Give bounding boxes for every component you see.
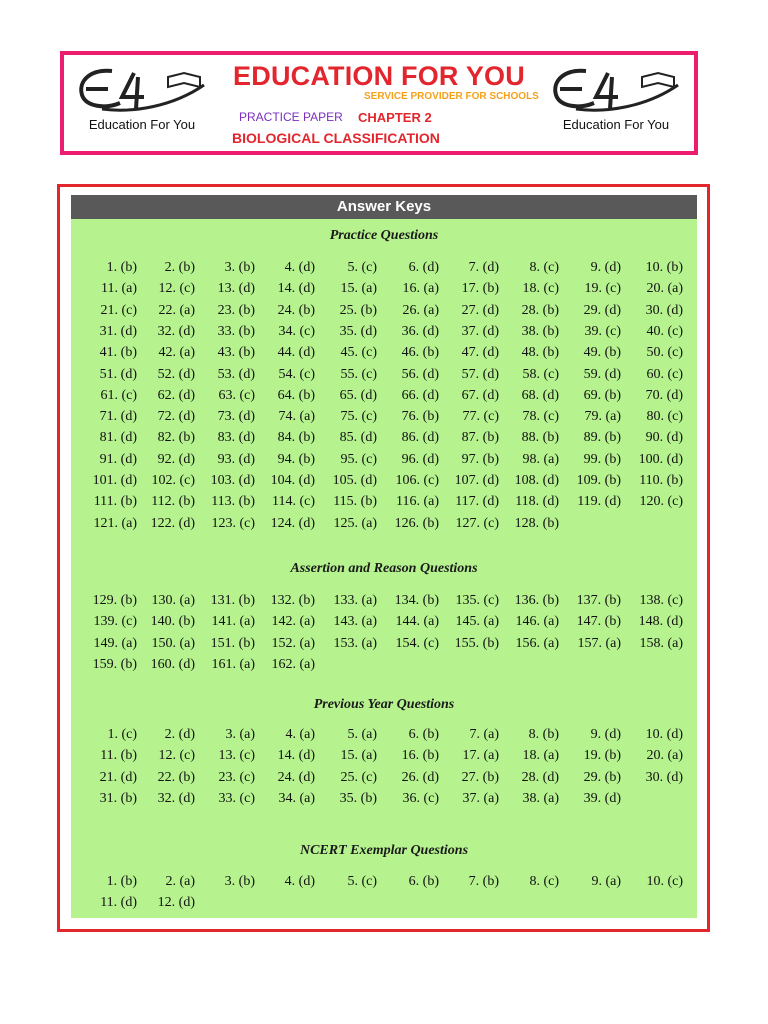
answer-item: 23. (c) [218, 769, 255, 785]
answer-item: 98. (a) [522, 451, 559, 467]
answer-item: 116. (a) [395, 494, 439, 510]
answer-item: 143. (a) [333, 614, 377, 630]
practice-paper-label: PRACTICE PAPER [239, 110, 343, 124]
answer-item: 147. (b) [576, 614, 621, 630]
answer-item: 58. (c) [522, 366, 559, 382]
answer-item: 73. (d) [217, 409, 255, 425]
answer-item: 94. (b) [277, 451, 315, 467]
answer-item: 53. (d) [217, 366, 255, 382]
answer-item: 43. (b) [217, 345, 255, 361]
answer-item: 86. (d) [401, 430, 439, 446]
answer-item: 29. (b) [583, 769, 621, 785]
answer-item: 154. (c) [395, 635, 439, 651]
answer-item: 78. (c) [522, 409, 559, 425]
answer-item: 48. (b) [521, 345, 559, 361]
answer-item: 9. (a) [591, 874, 621, 889]
answer-item: 12. (c) [158, 748, 195, 764]
answer-item: 37. (a) [462, 790, 499, 806]
answer-item: 34. (c) [278, 323, 315, 339]
answer-item: 135. (c) [455, 593, 499, 608]
answer-item: 5. (c) [347, 874, 377, 889]
answer-item: 160. (d) [150, 656, 195, 672]
answer-item: 54. (c) [278, 366, 315, 382]
answer-item: 131. (b) [210, 593, 255, 608]
answer-item: 31. (d) [99, 323, 137, 339]
answer-item: 89. (b) [583, 430, 621, 446]
topic-title: BIOLOGICAL CLASSIFICATION [232, 130, 440, 146]
answer-item: 8. (c) [529, 260, 559, 275]
e4u-logo-right [546, 63, 686, 137]
answer-item: 130. (a) [151, 593, 195, 608]
answer-item: 25. (b) [339, 302, 377, 318]
answer-item: 23. (b) [217, 302, 255, 318]
answer-item: 85. (d) [339, 430, 377, 446]
answer-item: 133. (a) [333, 593, 377, 608]
answer-item: 111. (b) [93, 494, 137, 510]
answer-item: 15. (a) [340, 748, 377, 764]
answer-keys-panel [71, 195, 697, 918]
answer-item: 150. (a) [151, 635, 195, 651]
answer-item: 148. (d) [638, 614, 683, 630]
answer-item: 35. (d) [339, 323, 377, 339]
answer-item: 16. (a) [402, 281, 439, 297]
answer-item: 100. (d) [638, 451, 683, 467]
answer-item: 68. (d) [521, 387, 559, 403]
answer-item: 13. (d) [217, 281, 255, 297]
answer-item: 67. (d) [461, 387, 499, 403]
answer-item: 91. (d) [99, 451, 137, 467]
answer-item: 20. (a) [646, 748, 683, 764]
section-title: Assertion and Reason Questions [290, 561, 478, 576]
answer-item: 44. (d) [277, 345, 315, 361]
answer-item: 139. (c) [93, 614, 137, 630]
answer-item: 51. (d) [99, 366, 137, 382]
answer-item: 12. (d) [157, 895, 195, 911]
answer-item: 112. (b) [151, 494, 195, 510]
answer-item: 142. (a) [271, 614, 315, 630]
answer-item: 80. (c) [646, 409, 683, 425]
answer-item: 31. (b) [99, 790, 137, 806]
answer-item: 21. (d) [99, 769, 137, 785]
answer-item: 122. (d) [150, 515, 195, 531]
answer-item: 83. (d) [217, 430, 255, 446]
answer-item: 119. (d) [577, 494, 621, 510]
answer-item: 113. (b) [211, 494, 255, 510]
answer-item: 132. (b) [270, 593, 315, 608]
answer-item: 110. (b) [639, 473, 683, 488]
e4u-logo-icon [72, 63, 212, 117]
logo-caption: Education For You [562, 117, 670, 132]
answer-item: 36. (c) [402, 790, 439, 806]
answer-item: 2. (a) [165, 874, 195, 889]
answer-item: 59. (d) [583, 366, 621, 382]
answer-item: 52. (d) [157, 366, 195, 382]
answer-item: 146. (a) [515, 614, 559, 630]
answer-item: 120. (c) [639, 494, 683, 510]
answer-item: 12. (c) [158, 281, 195, 297]
answer-item: 38. (a) [522, 790, 559, 806]
answer-item: 96. (d) [401, 451, 439, 467]
answer-item: 125. (a) [333, 515, 377, 531]
answer-item: 24. (d) [277, 769, 315, 785]
answer-item: 134. (b) [394, 593, 439, 608]
answer-item: 10. (d) [645, 727, 683, 742]
answer-item: 17. (a) [462, 748, 499, 764]
answer-item: 25. (c) [340, 769, 377, 785]
answer-item: 127. (c) [455, 515, 499, 531]
answer-item: 34. (a) [278, 790, 315, 806]
answer-item: 162. (a) [271, 656, 315, 672]
answer-item: 4. (d) [284, 260, 315, 275]
answer-item: 5. (a) [347, 727, 377, 742]
answer-item: 144. (a) [395, 614, 439, 630]
answer-item: 60. (c) [646, 366, 683, 382]
answer-item: 124. (d) [270, 515, 315, 531]
answer-item: 3. (b) [224, 260, 255, 275]
answer-item: 64. (b) [277, 387, 315, 403]
answer-item: 33. (b) [217, 323, 255, 339]
answer-item: 10. (b) [645, 260, 683, 275]
answer-item: 107. (d) [454, 473, 499, 488]
answer-item: 93. (d) [217, 451, 255, 467]
answer-item: 27. (b) [461, 769, 499, 785]
answer-item: 26. (d) [401, 769, 439, 785]
answer-item: 137. (b) [576, 593, 621, 608]
answer-item: 41. (b) [99, 345, 137, 361]
answer-item: 22. (a) [158, 302, 195, 318]
answer-item: 72. (d) [157, 409, 195, 425]
header-banner [60, 51, 698, 155]
answer-item: 11. (a) [100, 281, 137, 297]
answer-item: 76. (b) [401, 409, 439, 425]
answer-item: 77. (c) [462, 409, 499, 425]
answer-item: 104. (d) [270, 473, 315, 488]
answer-item: 151. (b) [210, 635, 255, 651]
answer-item: 5. (c) [347, 260, 377, 275]
answer-item: 38. (b) [521, 323, 559, 339]
answer-item: 39. (d) [583, 790, 621, 806]
answer-item: 145. (a) [455, 614, 499, 630]
answer-item: 66. (d) [401, 387, 439, 403]
answer-item: 158. (a) [639, 635, 683, 651]
answer-item: 11. (d) [100, 895, 137, 911]
answer-item: 21. (c) [100, 302, 137, 318]
e4u-logo-left [72, 63, 212, 137]
answer-item: 92. (d) [157, 451, 195, 467]
answer-item: 29. (d) [583, 302, 621, 318]
answer-item: 109. (b) [576, 473, 621, 488]
answer-item: 75. (c) [340, 409, 377, 425]
answer-item: 22. (b) [157, 769, 195, 785]
answer-item: 3. (a) [225, 727, 255, 742]
answer-item: 129. (b) [92, 593, 137, 608]
answer-item: 24. (b) [277, 302, 315, 318]
answer-item: 15. (a) [340, 281, 377, 297]
answer-item: 28. (d) [521, 769, 559, 785]
answer-item: 101. (d) [92, 473, 137, 488]
answer-item: 55. (c) [340, 366, 377, 382]
answer-item: 4. (a) [285, 727, 315, 742]
answer-item: 10. (c) [646, 874, 683, 889]
answer-item: 32. (d) [157, 323, 195, 339]
answer-item: 36. (d) [401, 323, 439, 339]
answer-item: 1. (b) [106, 260, 137, 275]
answer-item: 82. (b) [157, 430, 195, 446]
brand-title: EDUCATION FOR YOU [233, 61, 525, 91]
answer-item: 32. (d) [157, 790, 195, 806]
section-title: NCERT Exemplar Questions [299, 843, 469, 858]
answer-item: 13. (c) [218, 748, 255, 764]
answer-item: 30. (d) [645, 302, 683, 318]
answer-item: 50. (c) [646, 345, 683, 361]
answer-item: 128. (b) [514, 515, 559, 531]
answer-item: 30. (d) [645, 769, 683, 785]
answer-keys-heading: Answer Keys [71, 195, 697, 219]
answer-item: 47. (d) [461, 345, 499, 361]
answer-item: 157. (a) [577, 635, 621, 651]
answer-item: 4. (d) [284, 874, 315, 889]
logo-caption: Education For You [88, 117, 196, 132]
answer-item: 153. (a) [333, 635, 377, 651]
answer-item: 149. (a) [93, 635, 137, 651]
answer-item: 8. (b) [528, 727, 559, 742]
answer-item: 95. (c) [340, 451, 377, 467]
chapter-label: CHAPTER 2 [358, 110, 432, 125]
answer-item: 155. (b) [454, 635, 499, 651]
answer-item: 1. (c) [107, 727, 137, 742]
answer-item: 161. (a) [211, 656, 255, 672]
answer-item: 114. (c) [271, 494, 315, 510]
answer-item: 88. (b) [521, 430, 559, 446]
answer-item: 7. (b) [468, 874, 499, 889]
answer-item: 117. (d) [455, 494, 499, 510]
answer-item: 81. (d) [99, 430, 137, 446]
answer-item: 2. (b) [164, 260, 195, 275]
answer-item: 97. (b) [461, 451, 499, 467]
answer-item: 74. (a) [278, 409, 315, 425]
answer-item: 118. (d) [515, 494, 559, 510]
answer-item: 115. (b) [333, 494, 377, 510]
answer-item: 19. (c) [584, 281, 621, 297]
answer-item: 62. (d) [157, 387, 195, 403]
answer-item: 35. (b) [339, 790, 377, 806]
answer-item: 14. (d) [277, 748, 315, 764]
answer-item: 141. (a) [211, 614, 255, 630]
answer-item: 45. (c) [340, 345, 377, 361]
answer-item: 40. (c) [646, 323, 683, 339]
answer-item: 9. (d) [590, 727, 621, 742]
answer-item: 79. (a) [584, 409, 621, 425]
answer-item: 33. (c) [218, 790, 255, 806]
answer-item: 121. (a) [93, 515, 137, 531]
answer-item: 49. (b) [583, 345, 621, 361]
answer-item: 156. (a) [515, 635, 559, 651]
answer-item: 70. (d) [645, 387, 683, 403]
answer-item: 84. (b) [277, 430, 315, 446]
answer-item: 6. (d) [408, 260, 439, 275]
answer-item: 18. (a) [522, 748, 559, 764]
answer-item: 7. (d) [468, 260, 499, 275]
answer-item: 61. (c) [100, 387, 137, 403]
answer-item: 105. (d) [332, 473, 377, 488]
answer-item: 65. (d) [339, 387, 377, 403]
section-title: Previous Year Questions [313, 697, 455, 712]
answer-item: 1. (b) [106, 874, 137, 889]
brand-subtitle: SERVICE PROVIDER FOR SCHOOLS [364, 91, 539, 102]
answer-item: 126. (b) [394, 515, 439, 531]
answer-item: 102. (c) [151, 473, 195, 488]
answer-item: 6. (b) [408, 874, 439, 889]
answer-item: 39. (c) [584, 323, 621, 339]
answer-item: 14. (d) [277, 281, 315, 297]
answer-item: 103. (d) [210, 473, 255, 488]
answer-item: 56. (d) [401, 366, 439, 382]
answer-item: 20. (a) [646, 281, 683, 297]
answer-item: 87. (b) [461, 430, 499, 446]
answer-item: 140. (b) [150, 614, 195, 630]
answer-item: 27. (d) [461, 302, 499, 318]
answer-item: 159. (b) [92, 656, 137, 672]
answer-item: 28. (b) [521, 302, 559, 318]
answer-item: 18. (c) [522, 281, 559, 297]
answer-item: 138. (c) [639, 593, 683, 608]
answer-item: 106. (c) [395, 473, 439, 488]
answer-item: 42. (a) [158, 345, 195, 361]
answer-item: 63. (c) [218, 387, 255, 403]
answer-item: 152. (a) [271, 635, 315, 651]
answer-item: 136. (b) [514, 593, 559, 608]
answer-item: 11. (b) [100, 748, 137, 764]
answer-item: 3. (b) [224, 874, 255, 889]
answer-item: 17. (b) [461, 281, 499, 297]
answer-item: 99. (b) [583, 451, 621, 467]
answer-item: 37. (d) [461, 323, 499, 339]
answer-item: 2. (d) [164, 727, 195, 742]
answer-item: 7. (a) [469, 727, 499, 742]
answer-item: 90. (d) [645, 430, 683, 446]
answer-item: 69. (b) [583, 387, 621, 403]
answer-item: 46. (b) [401, 345, 439, 361]
answer-item: 16. (b) [401, 748, 439, 764]
answer-item: 6. (b) [408, 727, 439, 742]
answer-item: 71. (d) [99, 409, 137, 425]
e4u-logo-icon [546, 63, 686, 117]
answer-item: 123. (c) [211, 515, 255, 531]
answer-item: 57. (d) [461, 366, 499, 382]
answer-item: 108. (d) [514, 473, 559, 488]
answer-item: 9. (d) [590, 260, 621, 275]
section-title: Practice Questions [329, 228, 439, 243]
answer-item: 26. (a) [402, 302, 439, 318]
answer-item: 8. (c) [529, 874, 559, 889]
answer-item: 19. (b) [583, 748, 621, 764]
